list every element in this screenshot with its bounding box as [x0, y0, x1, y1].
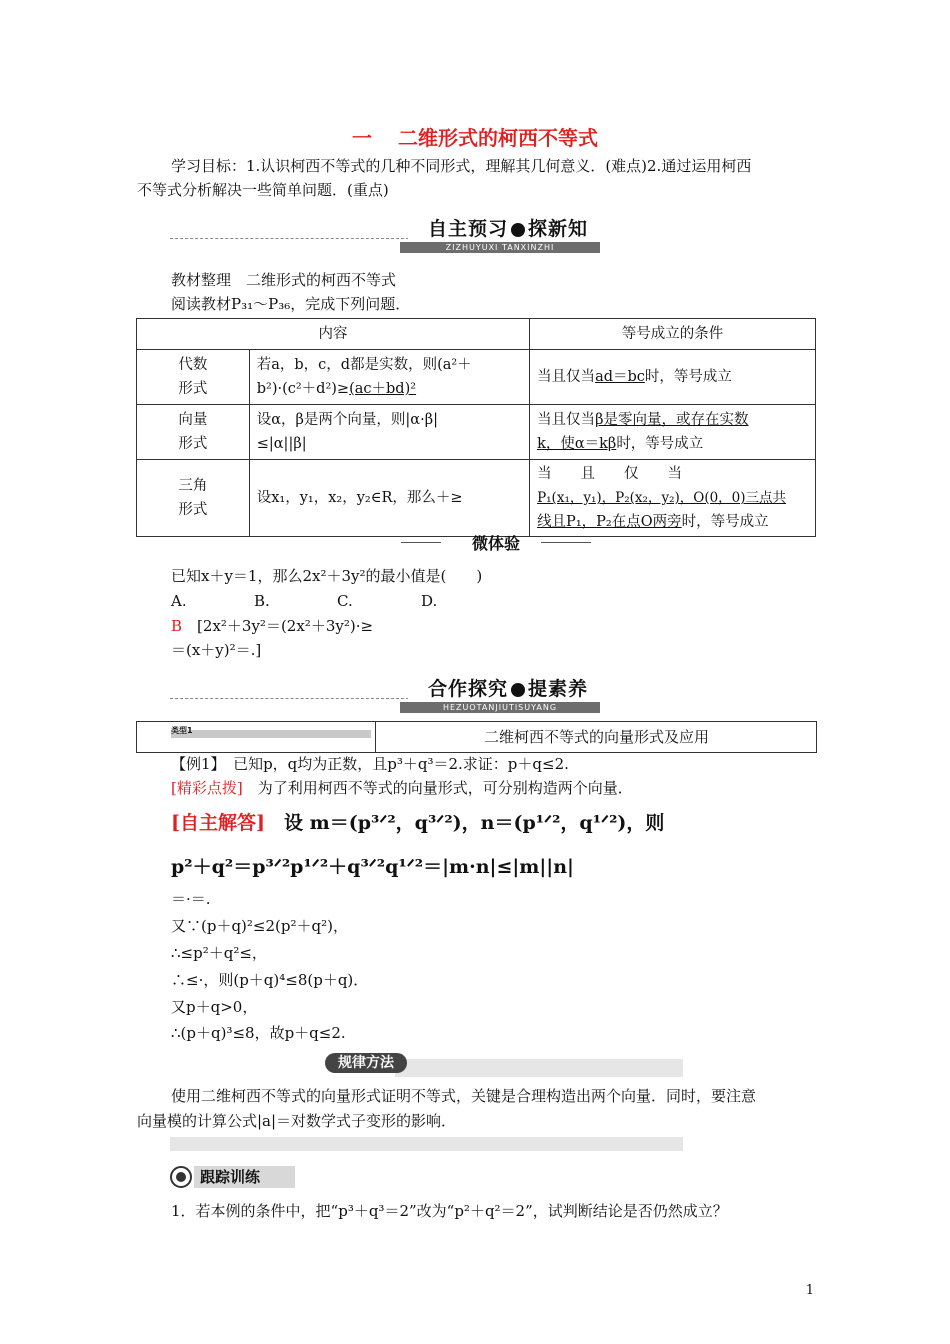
hint-label: [精彩点拨] [171, 779, 243, 797]
banner-subtitle: HEZUOTANJIUTISUYANG [400, 702, 600, 713]
row-label: 形式 [178, 381, 208, 397]
banner-dot-icon [511, 683, 525, 697]
table-header-content: 内容 [137, 319, 530, 350]
type-tag: 类型1 [171, 726, 193, 735]
proof-line: 又p＋q>0， [171, 998, 258, 1016]
proof-line: ＝·＝. [171, 890, 211, 908]
cauchy-forms-table [136, 318, 816, 537]
example-text: 已知p，q均为正数，且p³＋q³＝2.求证：p＋q≤2. [233, 755, 569, 773]
banner-subtitle: ZIZHUYUXI TANXINZHI [400, 242, 600, 253]
type-title: 二维柯西不等式的向量形式及应用 [483, 728, 709, 746]
row-content: 设α，β是两个向量，则|α·β| [256, 412, 438, 428]
example-hint [171, 776, 633, 800]
banner-label: 自主预习 [427, 218, 508, 240]
table-row [137, 350, 816, 405]
exercise-question: 已知x＋y＝1，那么2x²＋3y²的最小值是( ) [171, 567, 483, 585]
method-bottom-bar [170, 1137, 683, 1151]
proof-line: ∴≤·，则(p＋q)⁴≤8(p＋q)． [171, 971, 369, 989]
exercise-solution: [2x²＋3y²＝(2x²＋3y²)·≥ [197, 617, 374, 635]
textbook-heading: 教材整理 二维形式的柯西不等式 [171, 271, 397, 289]
row-label: 向量 [178, 412, 208, 428]
table-row [137, 460, 816, 537]
objectives-line-2: 不等式分析解决一些简单问题．(重点) [137, 181, 389, 199]
row-label: 形式 [178, 436, 208, 452]
exercise-solution-line-1 [171, 614, 373, 638]
row-condition: 时，等号成立 [616, 436, 704, 452]
row-label: 形式 [178, 502, 208, 518]
row-label: 代数 [178, 357, 208, 373]
mini-exercise-label: 微体验 [471, 534, 520, 553]
section-banner-preview [170, 212, 615, 254]
row-content: b²)·(c²＋d²)≥ [256, 381, 350, 397]
solve-text: 设 m＝(p³ᐟ²，q³ᐟ²)，n＝(p¹ᐟ²，q¹ᐟ²)，则 [284, 812, 665, 834]
page-title [0, 122, 950, 151]
example-solve-line [171, 808, 664, 838]
solve-label: [自主解答] [171, 812, 265, 834]
method-bar [395, 1059, 683, 1077]
row-condition-answer: β是零向量，或存在实数 [595, 412, 749, 428]
banner-label-2: 探新知 [528, 218, 589, 240]
exercise-solution-line-2: ＝(x＋y)²＝.] [171, 641, 262, 659]
type-heading-box [136, 721, 817, 753]
objectives-line-1: 学习目标：1.认识柯西不等式的几种不同形式，理解其几何意义．(难点)2.通过运用柯西 [171, 157, 752, 175]
row-content: ≤|α||β| [256, 436, 307, 452]
method-line-1: 使用二维柯西不等式的向量形式证明不等式，关键是合理构造出两个向量．同时，要注意 [171, 1087, 757, 1105]
page-number: 1 [805, 1283, 814, 1298]
exercise-option-c: C. [337, 592, 353, 610]
row-condition-answer: ad＝bc [595, 369, 645, 385]
method-tag: 规律方法 [325, 1053, 407, 1073]
example-label: 【例1】 [171, 755, 219, 773]
exercise-option-d: D. [421, 592, 438, 610]
textbook-instruction: 阅读教材P₃₁～P₃₆，完成下列问题． [171, 295, 411, 313]
hint-text: 为了利用柯西不等式的向量形式，可分别构造两个向量． [257, 779, 633, 797]
exercise-option-b: B. [254, 592, 270, 610]
method-line-2: 向量模的计算公式|a|＝对数学式子变形的影响． [137, 1112, 457, 1130]
row-content-answer: (ac＋bd)² [349, 381, 417, 397]
row-label: 三角 [178, 478, 208, 494]
row-content: 设x₁，y₁，x₂，y₂∈R，那么＋≥ [256, 490, 463, 506]
proof-line: 又∵(p＋q)²≤2(p²＋q²)， [171, 917, 348, 935]
title-number: 一 [352, 126, 372, 150]
banner-dot-icon [511, 223, 525, 237]
row-condition-answer: 线且P₁，P₂在点O两旁 [537, 514, 682, 530]
section-banner-explore [170, 672, 615, 714]
example-equation-line: p²＋q²＝p³ᐟ²p¹ᐟ²＋q³ᐟ²q¹ᐟ²＝|m·n|≤|m||n| [171, 856, 574, 878]
example-statement [171, 752, 569, 776]
row-condition-answer: k，使α＝kβ [537, 436, 617, 452]
row-condition: 时，等号成立 [644, 369, 732, 385]
banner-label: 合作探究 [427, 678, 508, 700]
table-header-condition: 等号成立的条件 [530, 319, 816, 350]
table-header-row [137, 319, 816, 350]
practice-tag: 跟踪训练 [194, 1166, 295, 1188]
row-condition: 当 且 仅 当 [537, 466, 683, 482]
proof-line: ∴(p＋q)³≤8，故p＋q≤2. [171, 1024, 346, 1042]
row-condition-answer: P₁(x₁，y₁)，P₂(x₂，y₂)，O(0，0)三点共 [537, 490, 787, 506]
exercise-option-a: A. [171, 592, 187, 610]
row-content: 若a，b，c，d都是实数，则(a²＋ [256, 357, 472, 373]
mini-exercise-bar [401, 531, 591, 553]
row-condition: 当且仅当 [537, 412, 596, 428]
row-condition: 时，等号成立 [681, 514, 769, 530]
exercise-answer: B [171, 617, 183, 635]
row-condition: 当且仅当 [537, 369, 596, 385]
banner-label-2: 提素养 [528, 678, 589, 700]
title-text: 二维形式的柯西不等式 [398, 126, 598, 150]
table-row [137, 405, 816, 460]
proof-line: ∴≤p²＋q²≤， [171, 944, 267, 962]
practice-question-1: 1．若本例的条件中，把“p³＋q³＝2”改为“p²＋q²＝2”，试判断结论是否仍然成立？ [171, 1202, 728, 1220]
